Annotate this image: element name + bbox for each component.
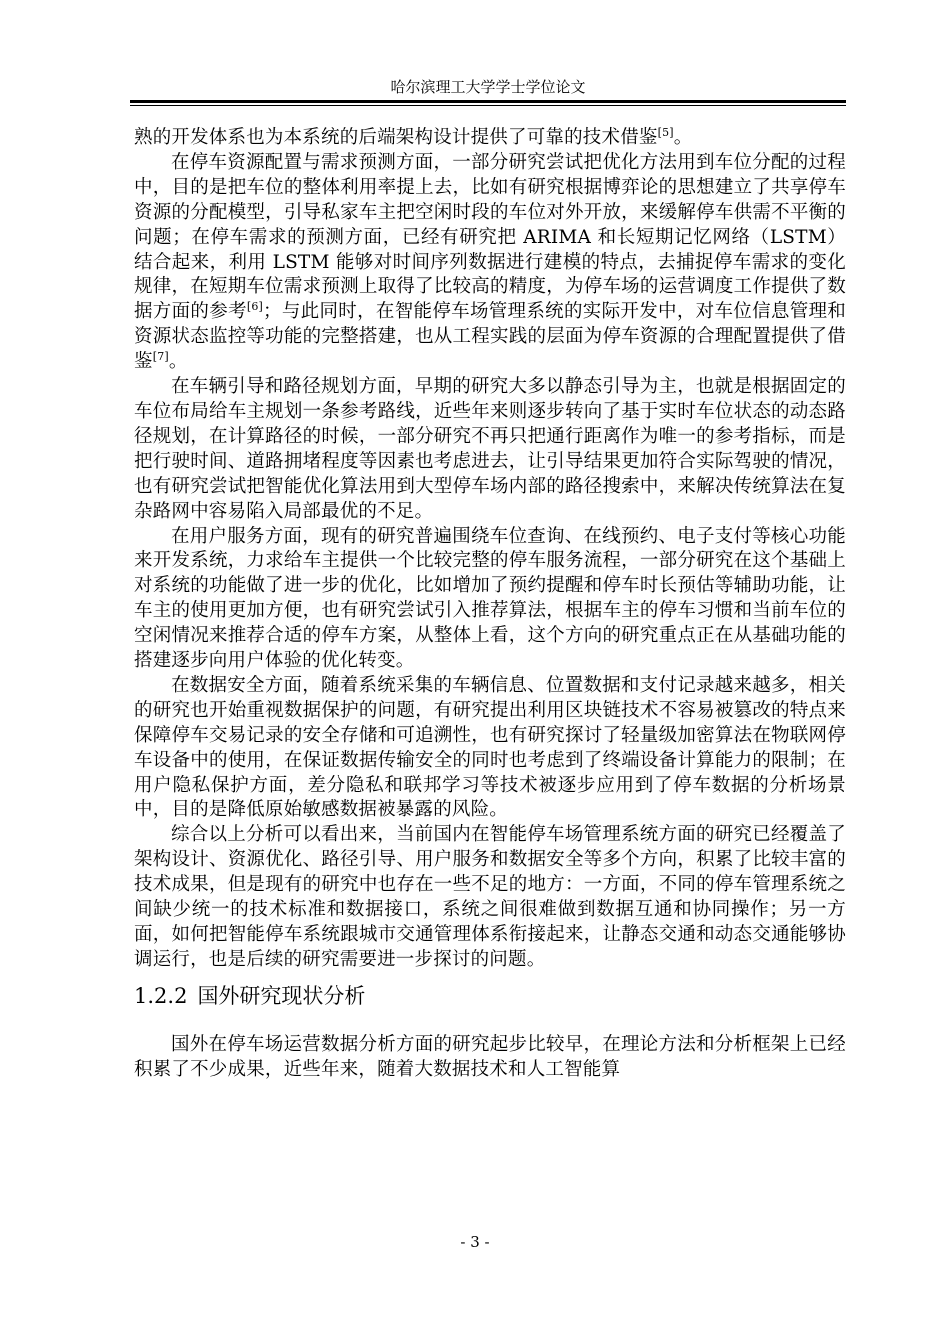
paragraph-path-planning: 在车辆引导和路径规划方面，早期的研究大多以静态引导为主，也就是根据固定的车位布局给车主规划一条参考路线，近些年来则逐步转向了基于实时车位状态的动态路径规划，在计算路径的时候，一部分研究不再只把通行距离作为唯一的参考指标，而是把行驶时间、道路拥堵程度等因素也考虑进去，让引导结果更加符合实际驾驶的情况，也有研究尝试把智能优化算法用到大型停车场内部的路径搜索中，来解决传统算法在复杂路网中容易陷入局部最优的不足。 bbox=[134, 376, 846, 522]
paragraph-tail: 。 bbox=[168, 351, 188, 373]
header-rule-thin bbox=[130, 105, 846, 106]
paragraph-tail: 。 bbox=[673, 127, 693, 148]
running-header: 哈尔滨理工大学学士学位论文 bbox=[390, 78, 586, 96]
citation: [7] bbox=[152, 350, 169, 363]
paragraph-foreign-research: 国外在停车场运营数据分析方面的研究起步比较早，在理论方法和分析框架上已经积累了不少成果，近些年来，随着大数据技术和人工智能算 bbox=[134, 1033, 846, 1080]
paragraph-summary: 综合以上分析可以看出来，当前国内在智能停车场管理系统方面的研究已经覆盖了架构设计、资源优化、路径引导、用户服务和数据安全等多个方向，积累了比较丰富的技术成果，但是现有的研究中也存在一些不足的地方：一方面，不同的停车管理系统之间缺少统一的技术标准和数据接口，系统之间很难做到数据互通和协同操作；另一方面，如何把智能停车系统跟城市交通管理体系衔接起来，让静态交通和动态交通能够协调运行，也是后续的研究需要进一步探讨的问题。 bbox=[134, 824, 846, 970]
paragraph-text: 在停车资源配置与需求预测方面，一部分研究尝试把优化方法用到车位分配的过程中，目的是把车位的整体利用率提上去，比如有研究根据博弈论的思想建立了共享停车资源的分配模型，引导私家车主把空闲时段的车位对外开放，来缓解停车供需不平衡的问题；在停车需求的预测方面，已经有研究把 ARIMA 和长短期记忆网络（LSTM）结合起来，利用 LSTM 能够对时间序列数据进行建模的特点，去捕捉停车需求的变化规律，在短期车位需求预测上取得了比较高的精度，为停车场的运营调度工作提供了数据方面的参考 bbox=[134, 151, 846, 323]
citation: [5] bbox=[657, 125, 674, 139]
section-title: 国外研究现状分析 bbox=[197, 983, 366, 1008]
citation: [6] bbox=[246, 300, 264, 314]
section-number: 1.2.2 bbox=[134, 983, 188, 1008]
paragraph-tail: ；与此同时，在智能停车场管理系统的实际开发中，对车位信息管理和资源状态监控等功能的完整搭建，也从工程实践的层面为停车资源的合理配置提供了借鉴 bbox=[134, 301, 847, 373]
section-heading bbox=[134, 981, 846, 1011]
paragraph-data-security: 在数据安全方面，随着系统采集的车辆信息、位置数据和支付记录越来越多，相关的研究也开始重视数据保护的问题，有研究提出利用区块链技术不容易被篡改的特点来保障停车交易记录的安全存储和可追溯性，也有研究探讨了轻量级加密算法在物联网停车设备中的使用，在保证数据传输安全的同时也考虑到了终端设备计算能力的限制；在用户隐私保护方面，差分隐私和联邦学习等技术被逐步应用到了停车数据的分析场景中，目的是降低原始敏感数据被暴露的风险。 bbox=[134, 674, 846, 821]
page-number: - 3 - bbox=[460, 1233, 490, 1251]
page-body bbox=[134, 126, 846, 1083]
paragraph-resource-allocation bbox=[134, 151, 846, 375]
header-rule-thick bbox=[130, 100, 846, 103]
paragraph-text: 熟的开发体系也为本系统的后端架构设计提供了可靠的技术借鉴 bbox=[134, 127, 658, 148]
paragraph-continued bbox=[134, 126, 846, 151]
paragraph-user-service: 在用户服务方面，现有的研究普遍围绕车位查询、在线预约、电子支付等核心功能来开发系统，力求给车主提供一个比较完整的停车服务流程，一部分研究在这个基础上对系统的功能做了进一步的优化，比如增加了预约提醒和停车时长预估等辅助功能，让车主的使用更加方便，也有研究尝试引入推荐算法，根据车主的停车习惯和当前车位的空闲情况来推荐合适的停车方案，从整体上看，这个方向的研究重点正在从基础功能的搭建逐步向用户体验的优化转变。 bbox=[134, 525, 846, 672]
